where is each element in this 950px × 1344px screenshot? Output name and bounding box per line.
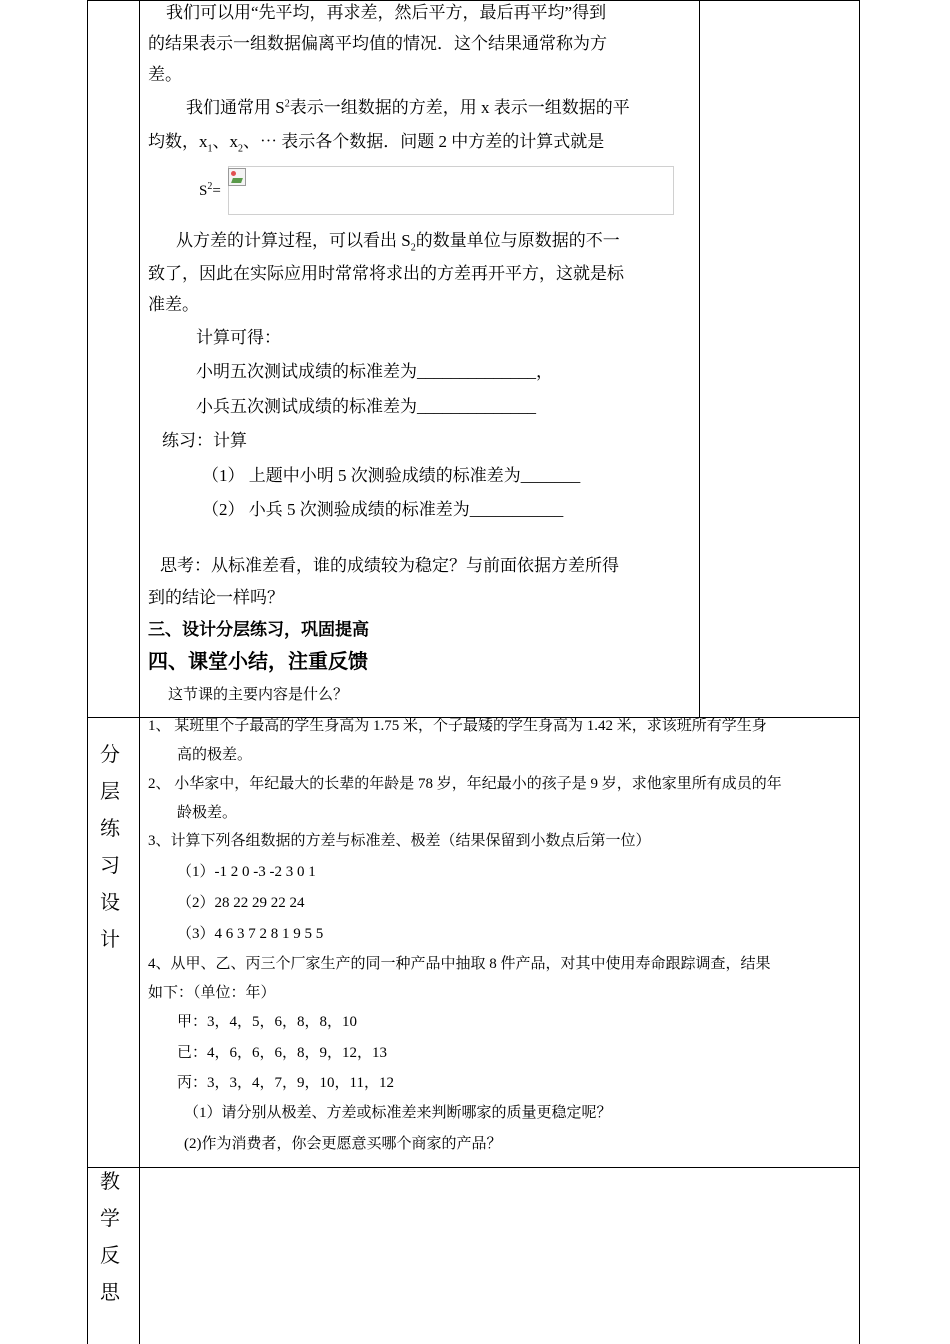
practice-label: 练习：计算	[162, 431, 247, 450]
calc-label: 计算可得：	[196, 328, 281, 347]
xiaoming-std-dev-blank: 小明五次测试成绩的标准差为______________，	[196, 362, 553, 381]
exercise-2-line1: 2、 小华家中，年纪最大的长辈的年龄是 78 岁，年纪最小的孩子是 9 岁，求他家里所有成员的年	[148, 776, 782, 792]
exercise-4-question-1: （1）请分别从极差、方差或标准差来判断哪家的质量更稳定呢？	[184, 1105, 612, 1121]
exercise-4-data-yi: 已：4，6，6，6，8，9，12，13	[177, 1045, 388, 1061]
table-border-left	[87, 0, 88, 1344]
practice-item-2: （2） 小兵 5 次测验成绩的标准差为___________	[202, 500, 564, 519]
table-row-divider-2	[87, 1167, 860, 1168]
exercise-label-char: 习	[100, 855, 120, 877]
exercise-label-char: 层	[100, 781, 120, 803]
paragraph-std-dev-line2: 致了，因此在实际应用时常常将求出的方差再开平方，这就是标	[148, 264, 624, 283]
paragraph-variance-intro-line1: 我们可以用“先平均，再求差，然后平方，最后再平均”得到	[166, 3, 607, 22]
exercise-4-data-bing: 丙：3，3，4，7，9，10，11，12	[177, 1075, 394, 1091]
section-heading-4: 四、课堂小结，注重反馈	[148, 651, 368, 673]
exercise-3-dataset-3: （3）4 6 3 7 2 8 1 9 5 5	[177, 926, 324, 942]
paragraph-std-dev-line3: 准差。	[148, 295, 199, 314]
reflection-label-char: 教	[100, 1171, 120, 1193]
summary-question: 这节课的主要内容是什么？	[168, 687, 349, 703]
think-question-line1: 思考：从标准差看，谁的成绩较为稳定？与前面依据方差所得	[160, 556, 619, 575]
exercise-4-question-2: (2)作为消费者，你会更愿意买哪个商家的产品？	[184, 1136, 502, 1152]
table-border-label-col	[139, 0, 140, 1344]
exercise-label-char: 设	[100, 892, 120, 914]
exercise-4-line2: 如下：（单位：年）	[148, 985, 276, 1001]
exercise-4-line1: 4、从甲、乙、丙三个厂家生产的同一种产品中抽取 8 件产品，对其中使用寿命跟踪调查，结果	[148, 956, 771, 972]
xiaobing-std-dev-blank: 小兵五次测试成绩的标准差为______________	[196, 397, 536, 416]
reflection-label-char: 学	[100, 1208, 120, 1230]
exercise-label-char: 练	[100, 818, 120, 840]
exercise-3-dataset-2: （2）28 22 29 22 24	[177, 895, 305, 911]
exercise-1-line2: 高的极差。	[177, 747, 253, 763]
exercise-label-char: 分	[100, 744, 120, 766]
table-border-notes-col	[699, 0, 700, 717]
variance-formula-image-frame	[228, 166, 674, 215]
exercise-3: 3、计算下列各组数据的方差与标准差、极差（结果保留到小数点后第一位）	[148, 833, 651, 849]
paragraph-variance-intro-line2: 的结果表示一组数据偏离平均值的情况．这个结果通常称为方	[148, 34, 607, 53]
reflection-label-char: 思	[100, 1282, 120, 1304]
exercise-4-data-jia: 甲：3，4，5，6，8，8，10	[177, 1014, 358, 1030]
think-question-line2: 到的结论一样吗？	[148, 588, 284, 607]
paragraph-std-dev-line1: 从方差的计算过程，可以看出 $S_2$的数量单位与原数据的不一	[176, 231, 620, 254]
exercise-1-line1: 1、 某班里个子最高的学生身高为 1.75 米，个子最矮的学生身高为 1.42 米，求该班所有学生身	[148, 718, 767, 734]
paragraph-notation-line2: 均数，$x_1$、$x_2$、⋯ 表示各个数据．问题 2 中方差的计算式就是	[148, 132, 605, 155]
paragraph-variance-intro-line3: 差。	[148, 65, 182, 84]
practice-item-1: （1） 上题中小明 5 次测验成绩的标准差为_______	[202, 466, 581, 485]
table-border-top	[87, 0, 860, 1]
broken-image-icon	[228, 168, 246, 186]
exercise-2-line2: 龄极差。	[177, 805, 238, 821]
variance-formula-label: $S^2=$	[199, 181, 221, 199]
exercise-3-dataset-1: （1）-1 2 0 -3 -2 3 0 1	[177, 864, 316, 880]
exercise-label-char: 计	[100, 929, 120, 951]
table-border-right	[859, 0, 860, 1344]
paragraph-notation-line1: 我们通常用 $S^2$表示一组数据的方差，用 x 表示一组数据的平	[186, 98, 630, 117]
section-heading-3: 三、设计分层练习，巩固提高	[148, 620, 369, 639]
reflection-label-char: 反	[100, 1245, 120, 1267]
